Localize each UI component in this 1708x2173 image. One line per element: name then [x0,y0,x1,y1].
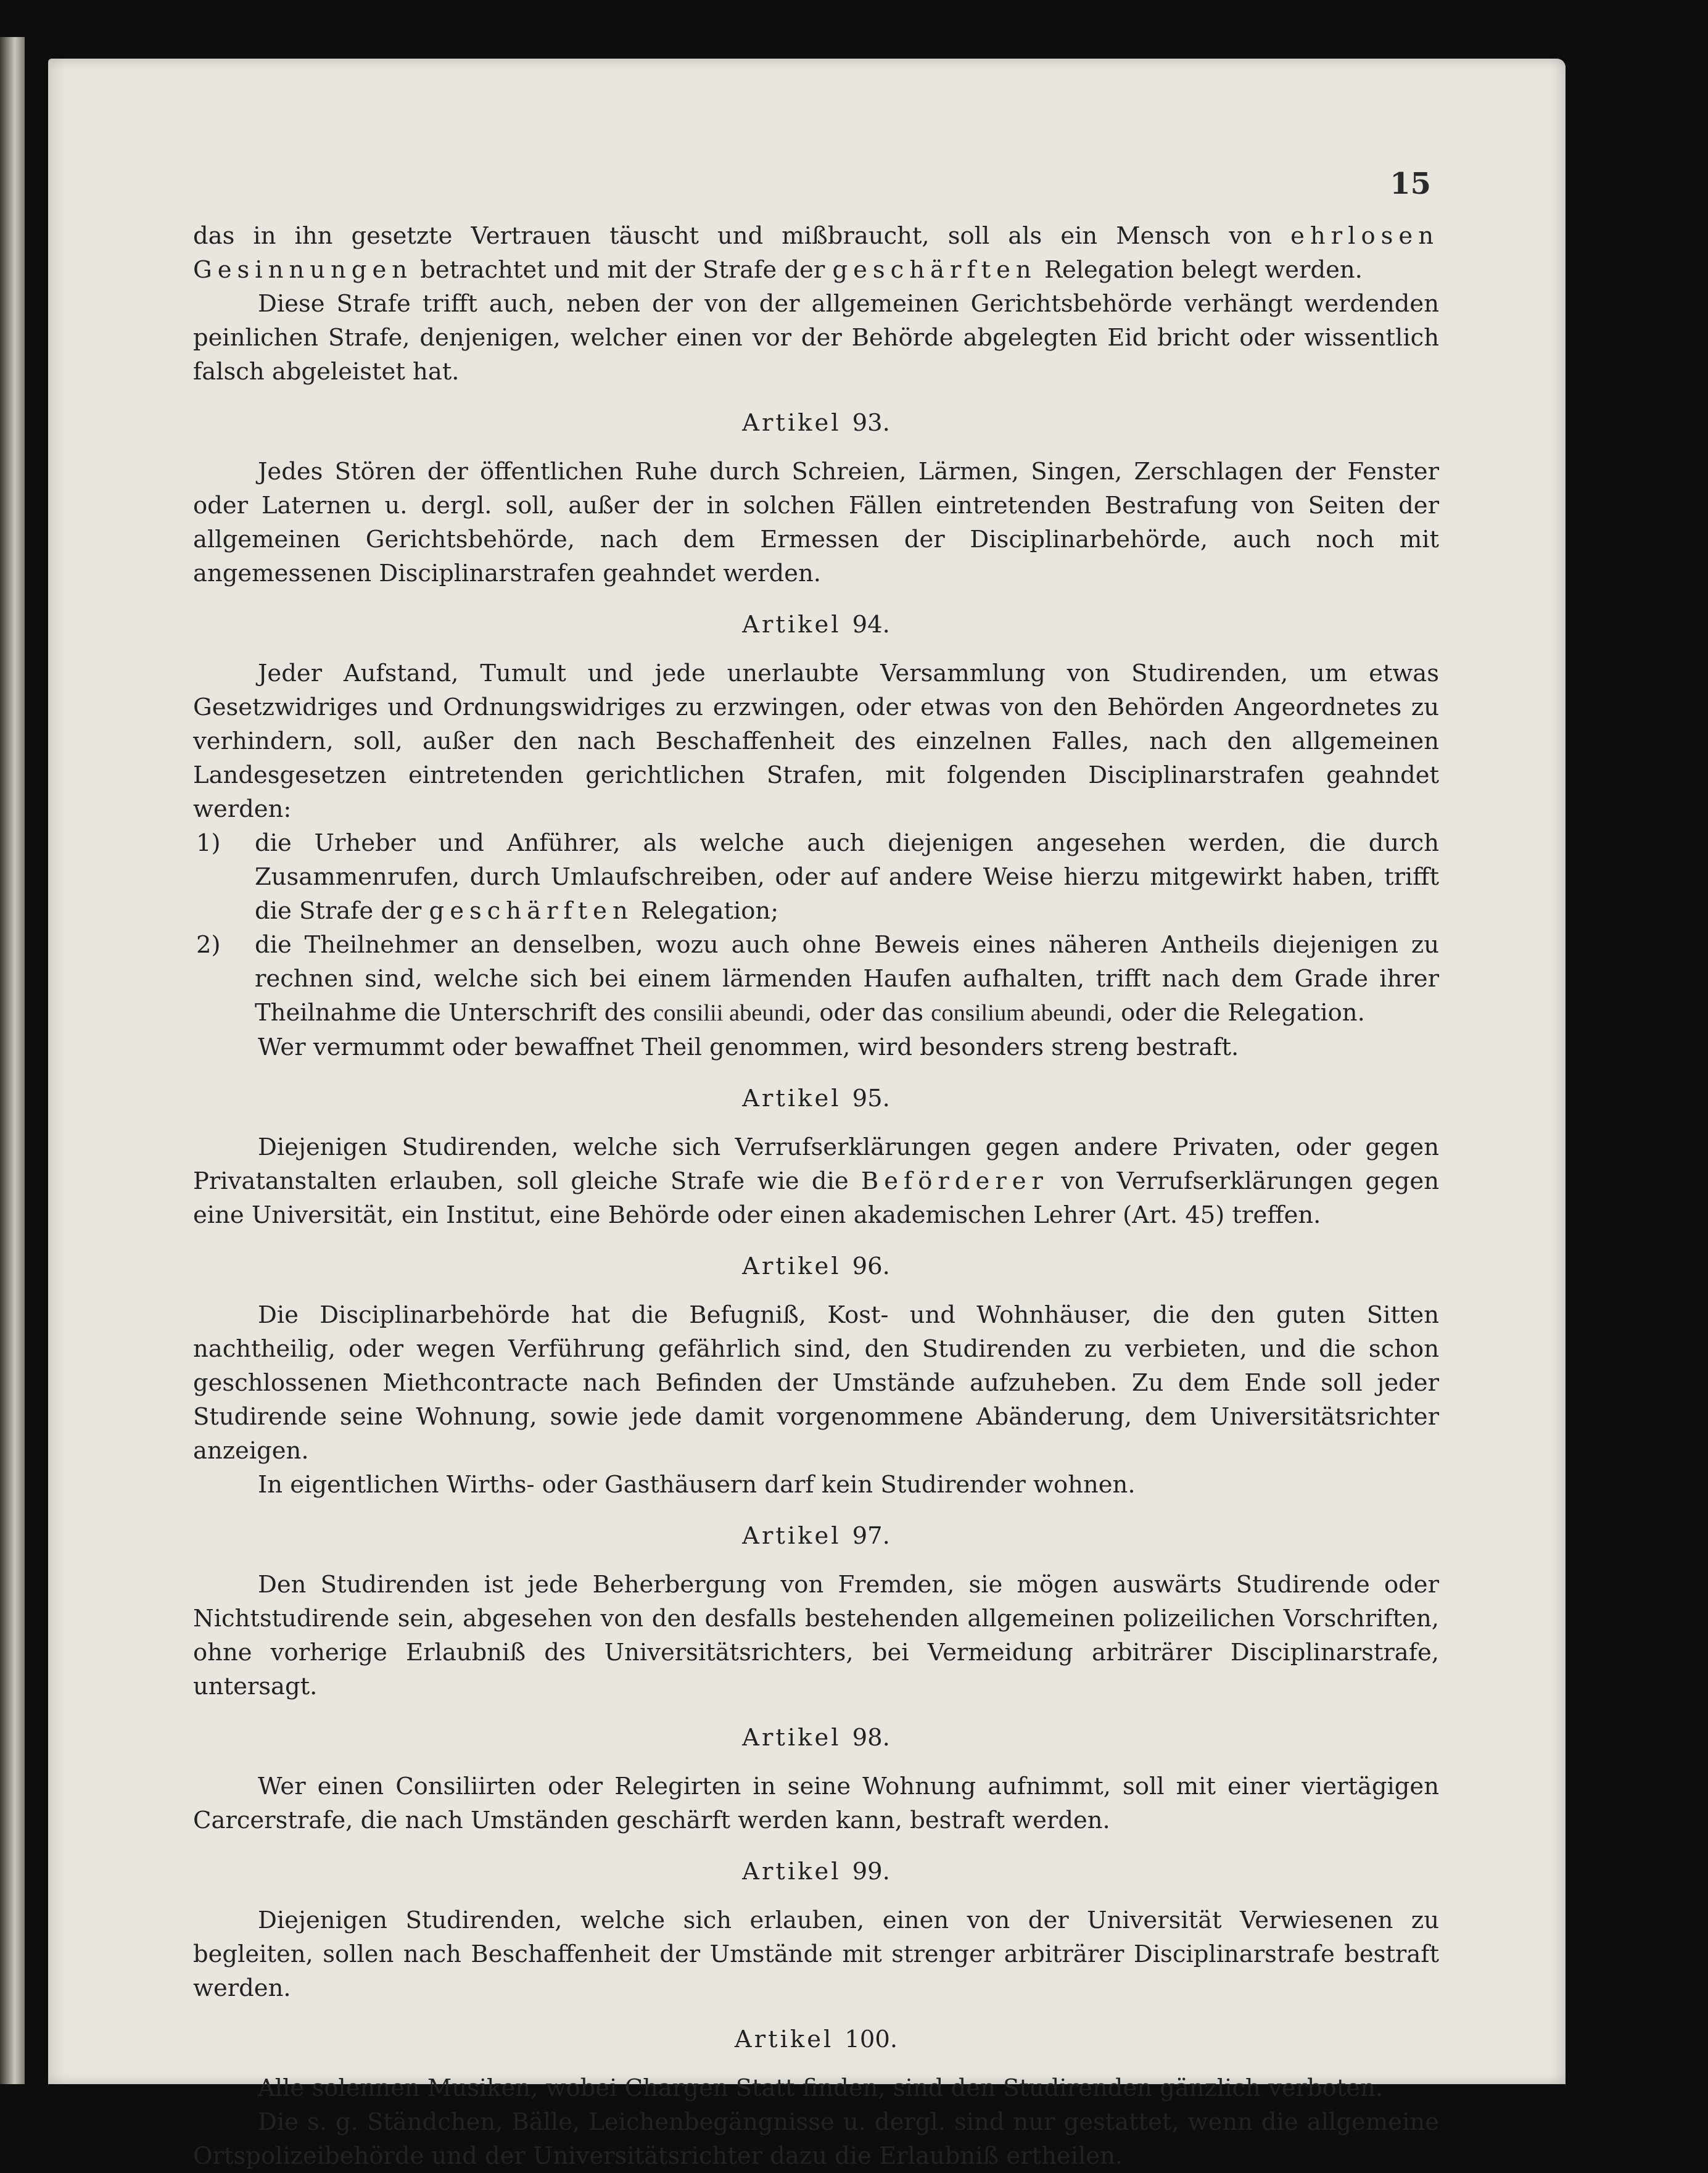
article-number: 97. [852,1522,890,1550]
article-word: Artikel [742,1252,841,1280]
intro-paragraph-1 [193,219,1439,287]
article-number: 95. [852,1085,890,1112]
article-word: Artikel [742,1522,841,1550]
article-heading-94 [193,608,1439,642]
article-number: 96. [852,1252,890,1280]
list-text: die Urheber und Anführer, als welche auch diejenigen angesehen werden, die durch Zusammenrufen, durch Umlaufschreiben, oder auf andere Weise hierzu mitgewirkt haben, trifft die Strafe der [255,829,1439,925]
article-100-paragraph-2: Die s. g. Ständchen, Bälle, Leichenbegängnisse u. dergl. sind nur gestattet, wenn die allgemeine Ortspolizeibehörde und der Universitätsrichter dazu die Erlaubniß ertheilen. [193,2108,1439,2170]
emphasis-text: Beförderer [860,1167,1049,1195]
article-word: Artikel [742,1858,841,1885]
list-text: , oder die Relegation. [1105,999,1365,1027]
emphasis-text: ehrlosen Gesinnungen [193,222,1439,284]
article-heading-100 [193,2022,1439,2056]
list-marker: 2) [196,931,221,959]
latin-term: consilii abeundi [653,1000,804,1026]
list-item [196,928,1439,1030]
article-98-paragraph: Wer einen Consiliirten oder Relegirten in seine Wohnung aufnimmt, soll mit einer viertägigen Carcerstrafe, die nach Umständen geschärft werden kann, bestraft werden. [193,1773,1439,1834]
book-page [48,59,1566,2170]
article-text: von Verrufserklärungen gegen eine Universität, ein Institut, eine Behörde oder einen akademischen Lehrer (Art. 45) treffen. [193,1167,1439,1229]
article-97-paragraph: Den Studirenden ist jede Beherbergung von Fremden, sie mögen auswärts Studirende oder Nichtstudirende sein, abgesehen von den desfalls bestehenden allgemeinen polizeilichen Vorschriften, ohne vorherige Erlaubniß des Universitätsrichters, bei Vermeidung arbiträrer Disciplinarstrafe, untersagt. [193,1571,1439,1700]
intro-paragraph-2: Diese Strafe trifft auch, neben der von der allgemeinen Gerichtsbehörde verhängt werdenden peinlichen Strafe, denjenigen, welcher einen vor der Behörde abgelegten Eid bricht oder wissentlich falsch abgeleistet hat. [193,290,1439,386]
intro-text: das in ihn gesetzte Vertrauen täuscht und mißbraucht, soll als ein Mensch von [193,222,1273,250]
emphasis-text: geschärften [429,897,633,925]
article-96-paragraph: Die Disciplinarbehörde hat die Befugniß, Kost- und Wohnhäuser, die den guten Sitten nachtheilig, oder wegen Verführung gefährlich sind, den Studirenden zu verbieten, und die schon geschlossenen Miethcontracte nach Befinden der Umstände aufzuheben. Zu dem Ende soll jeder Studirende seine Wohnung, sowie jede damit vorgenommene Abänderung, dem Universitätsrichter anzeigen. [193,1301,1439,1465]
page-number: 15 [1390,167,1431,201]
article-99-paragraph: Diejenigen Studirenden, welche sich erlauben, einen von der Universität Verwiesenen zu begleiten, sollen nach Beschaffenheit der Umstände mit strenger arbiträrer Disciplinarstrafe bestraft werden. [193,1906,1439,2002]
article-number: 100. [844,2026,898,2053]
list-item [196,826,1439,928]
article-heading-95 [193,1082,1439,1115]
article-number: 93. [852,409,890,437]
article-heading-97 [193,1519,1439,1553]
article-word: Artikel [742,1085,841,1112]
article-94-paragraph: Jeder Aufstand, Tumult und jede unerlaubte Versammlung von Studirenden, um etwas Gesetzwidriges und Ordnungswidriges zu erzwingen, oder etwas von den Behörden Angeordnetes zu verhindern, soll, außer den nach Beschaffenheit des einzelnen Falles, nach den allgemeinen Landesgesetzen eintretenden gerichtlichen Strafen, mit folgenden Disciplinarstrafen geahndet werden: [193,660,1439,823]
article-word: Artikel [742,611,841,639]
page-text [193,219,1439,2173]
article-word: Artikel [742,409,841,437]
latin-term: consilium abeundi [931,1000,1106,1026]
article-heading-93 [193,406,1439,440]
article-96-paragraph-2: In eigentlichen Wirths- oder Gasthäusern darf kein Studirender wohnen. [258,1471,1136,1499]
list-text: Relegation; [641,897,779,925]
article-100-paragraph: Alle solennen Musiken, wobei Chargen Statt finden, sind den Studirenden gänzlich verboten. [258,2074,1384,2102]
intro-text: betrachtet und mit der Strafe der [420,256,825,284]
intro-text: Relegation belegt werden. [1044,256,1363,284]
article-word: Artikel [734,2026,834,2053]
article-word: Artikel [742,1724,841,1752]
list-text: die Theilnehmer an denselben, wozu auch ohne Beweis eines näheren Antheils diejenigen zu rechnen sind, welche sich bei einem lärmenden Haufen aufhalten, trifft nach dem Grade ihrer Theilnahme die Unterschrift des [255,931,1439,1027]
left-page-edge [0,37,25,2084]
article-95-paragraph [193,1130,1439,1232]
article-number: 94. [852,611,890,639]
emphasis-text: geschärften [832,256,1037,284]
article-number: 98. [852,1724,890,1752]
article-94-list [193,826,1439,1030]
list-marker: 1) [196,829,221,857]
article-93-paragraph: Jedes Stören der öffentlichen Ruhe durch Schreien, Lärmen, Singen, Zerschlagen der Fenster oder Laternen u. dergl. soll, außer der in solchen Fällen eintretenden Bestrafung von Seiten der allgemeinen Gerichtsbehörde, nach dem Ermessen der Disciplinarbehörde, auch noch mit angemessenen Disciplinarstrafen geahndet werden. [193,458,1439,587]
article-heading-96 [193,1249,1439,1283]
article-heading-99 [193,1855,1439,1889]
article-heading-98 [193,1721,1439,1755]
article-94-paragraph-2: Wer vermummt oder bewaffnet Theil genommen, wird besonders streng bestraft. [258,1033,1239,1061]
list-text: , oder das [804,999,924,1027]
article-number: 99. [852,1858,890,1885]
article-text: Diejenigen Studirenden, welche sich Verrufserklärungen gegen andere Privaten, oder gegen Privatanstalten erlauben, soll gleiche Strafe wie die [193,1133,1439,1195]
